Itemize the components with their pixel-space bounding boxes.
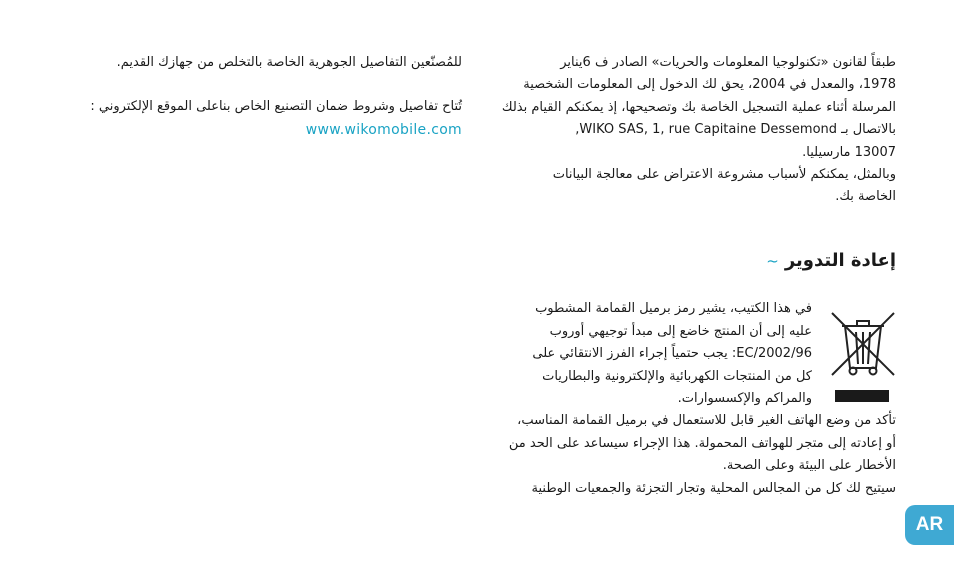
privacy-line: المرسلة أثناء عملية التسجيل الخاصة بك وتصحيحها، إذ يمكنكم القيام بذلك: [501, 99, 896, 115]
privacy-line: طبقاً لقانون «تكنولوجيا المعلومات والحريات» الصادر ف 6يناير: [560, 55, 896, 70]
language-badge: AR: [905, 505, 954, 545]
recycling-symbol-text: [500, 298, 812, 411]
recycling-line: في هذا الكتيب، يشير رمز برميل القمامة المشطوب: [535, 301, 812, 316]
privacy-line: 1978، والمعدل في 2004، يحق لك الدخول إلى المعلومات الشخصية: [523, 77, 896, 93]
paragraph-gap: [70, 74, 462, 96]
privacy-line: الخاصة بك.: [835, 189, 896, 205]
crossed-out-wheelie-bin-icon: [829, 310, 897, 404]
privacy-section: [500, 52, 896, 209]
recycling-body: [500, 410, 896, 500]
recycling-line: كل من المنتجات الكهربائية والإلكترونية والبطاريات: [542, 368, 812, 384]
heading-tilde: ~: [766, 252, 779, 270]
recycling-line: والمراكم والإكسسوارات.: [677, 391, 812, 407]
privacy-line: بالاتصال بـ WIKO SAS, 1, rue Capitaine Dessemond,: [575, 122, 896, 138]
recycling-body-line: تأكد من وضع الهاتف الغير قابل للاستعمال في برميل القمامة المناسب،: [517, 413, 896, 428]
privacy-line: وبالمثل، يمكنكم لأسباب مشروعة الاعتراض على معالجة البيانات: [552, 167, 896, 183]
website-link[interactable]: www.wikomobile.com: [305, 121, 462, 138]
warranty-paragraph: تُتاح تفاصيل وشروط ضمان التصنيع الخاص بناعلى الموقع الإلكتروني :: [90, 99, 462, 115]
disposal-paragraph: للمُصنّعين التفاصيل الجوهرية الخاصة بالتخلص من جهازك القديم.: [116, 55, 462, 70]
recycling-body-line: الأخطار على البيئة وعلى الصحة.: [722, 458, 896, 474]
warranty-section: [70, 52, 462, 141]
privacy-line: 13007 مارسيليا.: [802, 144, 896, 160]
recycling-body-line: أو إعادته إلى متجر للهواتف المحمولة. هذا الإجراء سيساعد على الحد من: [508, 435, 896, 451]
recycling-line: عليه إلى أن المنتج خاضع إلى مبدأ توجيهي أوروب: [549, 323, 812, 339]
recycling-heading: [700, 250, 896, 271]
heading-title: إعادة التدوير: [784, 250, 896, 271]
recycling-line: 2002/96/EC: يجب حتمياً إجراء الفرز الانتقائي على: [532, 346, 812, 362]
recycling-body-line: سيتيح لك كل من المجالس المحلية وتجار التجزئة والجمعيات الوطنية: [531, 480, 896, 496]
